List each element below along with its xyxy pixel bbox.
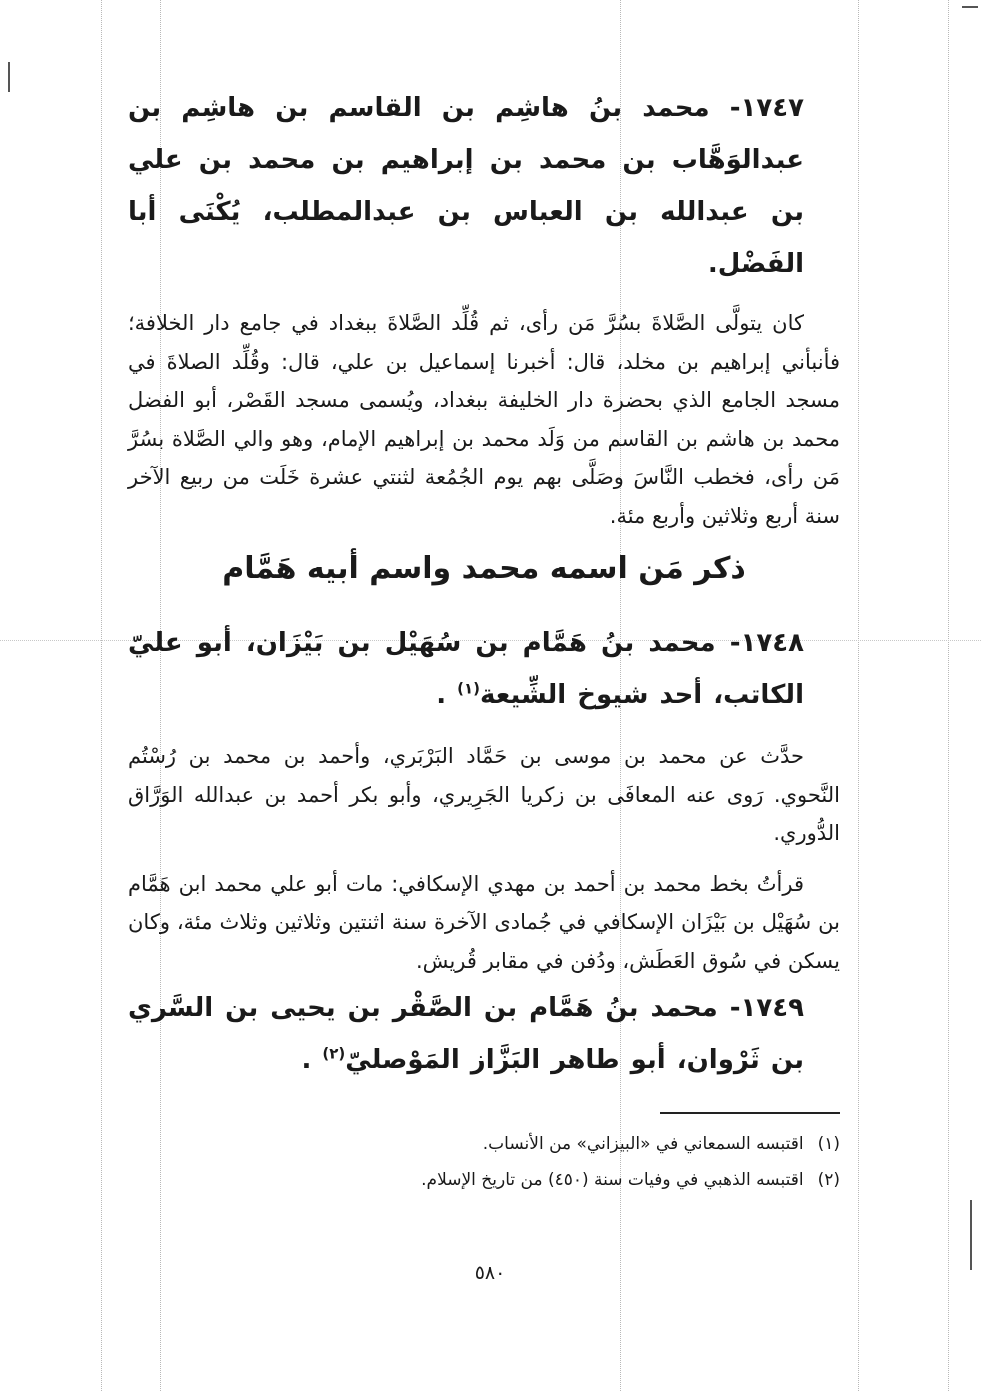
footnote-number: (١): [817, 1134, 840, 1154]
entry-1749-heading: [128, 982, 840, 1086]
footnote-number: (٢): [817, 1170, 840, 1190]
bleed-line: [101, 0, 102, 1391]
entry-1749-heading-end: .: [301, 1045, 323, 1075]
footnote-text: اقتبسه الذهبي في وفيات سنة (٤٥٠) من تاريخ الإسلام.: [421, 1170, 804, 1190]
footnote-2: [300, 1162, 840, 1198]
entry-1748-heading: [128, 617, 840, 721]
section-title: ذكر مَن اسمه محمد واسم أبيه هَمَّام: [222, 551, 746, 586]
bleed-line: [858, 0, 859, 1391]
entry-1748-heading-text: ١٧٤٨- محمد بنُ هَمَّام بن سُهَيْل بن بَيْزَان، أبو عليّ الكاتب، أحد شيوخ الشِّيعة: [128, 628, 804, 710]
scan-edge-mark-right: [970, 1200, 972, 1270]
footnote-text: اقتبسه السمعاني في «البيزاني» من الأنساب.: [482, 1134, 804, 1154]
bleed-line: [948, 0, 949, 1391]
footnote-ref-2: (٢): [322, 1044, 346, 1063]
entry-1748-body-2: قرأتُ بخط محمد بن أحمد بن مهدي الإسكافي: مات أبو علي محمد ابن هَمَّام بن سُهَيْل بن بَيْزَان الإسكافي في جُمادى الآخرة سنة اثنتين وثلاثين وثلاث مئة، وكان يسكن في سُوق العَطَش، ودُفن في مقابر قُريش.: [128, 871, 840, 973]
scan-edge-mark-left: [8, 62, 10, 92]
entry-1748-body-1: حدَّث عن محمد بن موسى بن حَمَّاد البَرْبَري، وأحمد بن محمد بن رُسْتُم النَّحوي. رَوى عنه المعافَى بن زكريا الجَرِيري، وأبو بكر أحمد بن عبدالله الوَرَّاق الدُّوري.: [128, 744, 840, 845]
entry-1748-heading-end: .: [436, 680, 458, 710]
entry-1749-heading-text: ١٧٤٩- محمد بنُ هَمَّام بن الصَّقْر بن يحيى بن السَّري بن ثَرْوان، أبو طاهر البَزَّاز المَوْصليّ: [128, 993, 804, 1075]
scan-corner-mark: [962, 6, 978, 8]
entry-1747-body: كان يتولَّى الصَّلاةَ بسُرَّ مَن رأى، ثم قُلِّد الصَّلاةَ ببغداد في جامع دار الخلافة؛ فأنبأني إبراهيم بن مخلد، قال: أخبرنا إسماعيل بن علي، قال: وقُلِّد الصلاةَ في مسجد الجامع الذي بحضرة دار الخليفة ببغداد، ويُسمى مسجد القَصْر، أبو الفضل محمد بن هاشم بن القاسم من وَلَد محمد بن إبراهيم الإمام، وهو والي الصَّلاة بسُرَّ مَن رأى، فخطب النَّاسَ وصَلَّى بهم يوم الجُمُعة لثنتي عشرة خَلَت من ربيع الآخر سنة أربع وثلاثين وأربع مئة.: [128, 311, 840, 528]
entry-1747-heading: ١٧٤٧- محمد بنُ هاشِم بن القاسم بن هاشِم بن عبدالوَهَّاب بن محمد بن إبراهيم بن محمد بن علي بن عبدالله بن العباس بن عبدالمطلب، يُكْنَى أبا الفَضْل.: [128, 93, 804, 279]
footnotes: [300, 1126, 840, 1198]
page-number: ٥٨٠: [474, 1262, 506, 1284]
main-text: [128, 82, 840, 1086]
footnote-ref-1: (١): [457, 679, 481, 698]
footnote-1: [300, 1126, 840, 1162]
footnote-divider: [660, 1112, 840, 1114]
